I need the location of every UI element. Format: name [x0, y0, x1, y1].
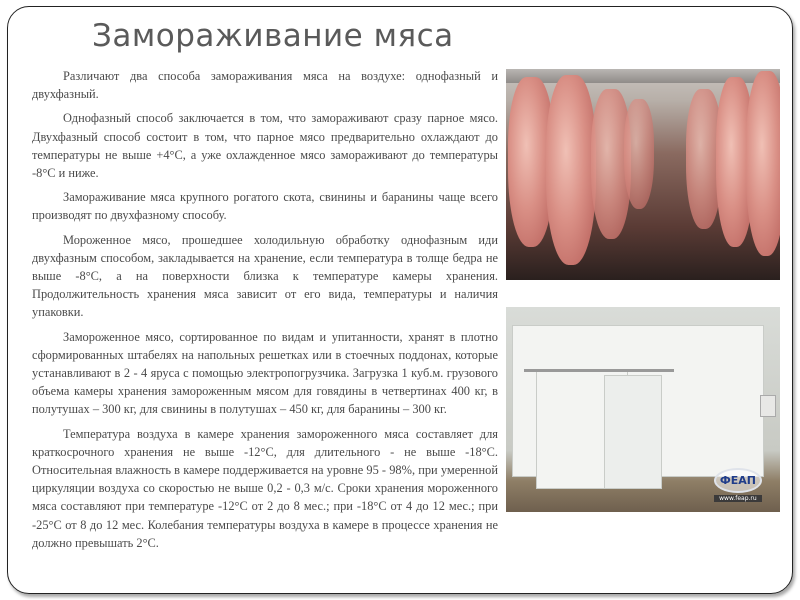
company-logo: [714, 468, 762, 502]
slide-title: Замораживание мяса: [92, 18, 454, 54]
paragraph: Мороженное мясо, прошедшее холодильную обработку однофазным иди двухфазным способом, закладывается на хранение, если температура в толще бедра не выше -8°С, а на поверхности близка к температуре камеры хранения. Продолжительность хранения мяса зависит от его вида, температуры и наличия упаковки.: [32, 232, 498, 320]
paragraph: Различают два способа замораживания мяса на воздухе: однофазный и двухфазный.: [32, 69, 498, 102]
carcass: [546, 75, 596, 265]
meat-carcasses-photo: [506, 69, 780, 280]
carcass: [746, 71, 780, 256]
freezer-chamber-photo: [506, 307, 780, 512]
carcass: [624, 99, 654, 209]
sliding-door: [604, 375, 662, 489]
paragraph: Однофазный способ заключается в том, что замораживают сразу парное мясо. Двухфазный способ состоит в том, что парное мясо предварительно охлаждают до температуры не выше +4°С, а уже охлажденное мясо замораживают до температуры -8°С и ниже.: [32, 111, 498, 181]
control-box: [760, 395, 776, 417]
paragraph: Замороженное мясо, сортированное по видам и упитанности, хранят в плотно сформированных штабелях на напольных решетках или в стоечных поддонах, которые устанавливают в 2 - 4 яруса с помощью электропогрузчика. Загрузка 1 куб.м. грузового объема камеры хранения замороженным мясом для говядины в четвертинах 400 кг, в полутушах – 300 кг, для свинины в полутушах – 450 кг, для баранины – 300 кг.: [32, 329, 498, 417]
logo-mark: ФЕАП: [714, 468, 762, 493]
logo-url: www.feap.ru: [714, 495, 762, 502]
door-rail: [524, 369, 674, 372]
paragraph: Замораживание мяса крупного рогатого скота, свинины и баранины чаще всего производят по двухфазному способу.: [32, 190, 498, 223]
paragraph: Температура воздуха в камере хранения замороженного мяса составляет для краткосрочного хранения не выше -12°С, для длительного - не выше -18°С. Относительная влажность в камере поддерживается на уровне 95 - 98%, при умеренной циркуляции воздуха со скоростью не выше 0,2 - 0,3 м/с. Сроки хранения мороженного мяса составляют при температуре -12°С от 2 до 8 мес.; при -18°С от 4 до 12 мес.; при -25°С от 8 до 12 мес. Колебания температуры воздуха в камере в процессе хранения не должно превышать 2°С.: [32, 426, 498, 550]
slide-body: [32, 67, 498, 558]
